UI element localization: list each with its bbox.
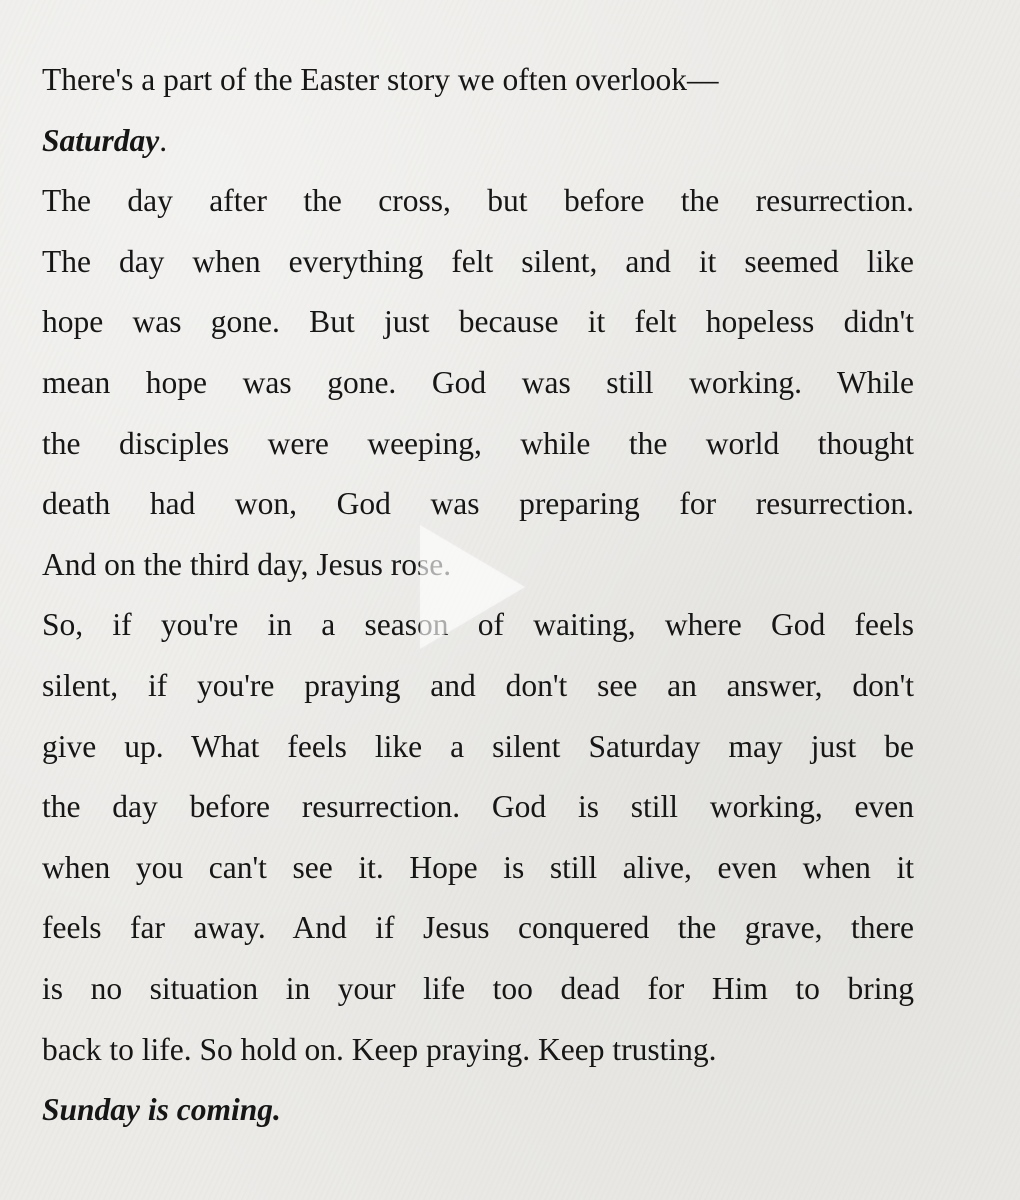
text-segment: feels far away. And if Jesus conquered the grave, there — [42, 910, 914, 946]
text-segment: silent, if you're praying and don't see an answer, don't — [42, 667, 914, 703]
text-segment: There's a part of the Easter story we often overlook— — [42, 62, 719, 97]
emphasized-text: Sunday is coming. — [42, 1092, 281, 1128]
text-segment: is no situation in your life too dead for Him to bring — [42, 970, 914, 1006]
text-line — [42, 656, 914, 717]
text-segment: mean hope was gone. God was still working. While — [42, 364, 914, 400]
text-line — [42, 50, 914, 111]
text-segment: So, if you're in a season of waiting, where God feels — [42, 607, 914, 643]
text-segment: The day when everything felt silent, and it seemed like — [42, 243, 914, 279]
text-line — [42, 1020, 914, 1081]
emphasized-text: Saturday — [42, 122, 160, 158]
text-line — [42, 111, 914, 172]
text-line — [42, 232, 914, 293]
text-segment: back to life. So hold on. Keep praying. Keep trusting. — [42, 1031, 717, 1067]
text-line — [42, 414, 914, 475]
text-line — [42, 777, 914, 838]
text-segment: the disciples were weeping, while the world thought — [42, 425, 914, 461]
text-line — [42, 898, 914, 959]
text-line — [42, 353, 914, 414]
text-segment: And on the third day, Jesus rose. — [42, 546, 452, 582]
text-line — [42, 171, 914, 232]
text-segment: The day after the cross, but before the resurrection. — [42, 183, 914, 219]
text-line — [42, 959, 914, 1020]
text-segment: when you can't see it. Hope is still alive, even when it — [42, 849, 914, 885]
text-segment: the day before resurrection. God is still working, even — [42, 789, 914, 825]
text-segment: give up. What feels like a silent Saturday may just be — [42, 728, 914, 764]
text-line — [42, 717, 914, 778]
text-segment: . — [159, 122, 168, 158]
text-line — [42, 838, 914, 899]
text-line — [42, 292, 914, 353]
text-segment: death had won, God was preparing for resurrection. — [42, 486, 914, 522]
text-line — [42, 1080, 914, 1141]
play-icon[interactable] — [420, 525, 525, 649]
text-segment: hope was gone. But just because it felt hopeless didn't — [42, 304, 914, 340]
